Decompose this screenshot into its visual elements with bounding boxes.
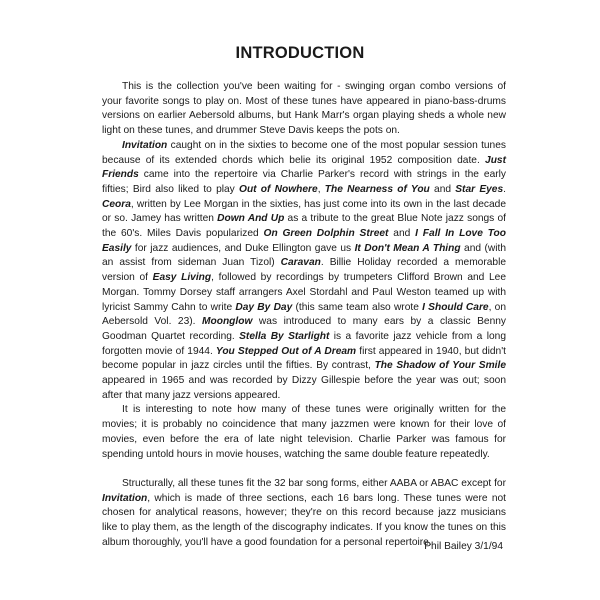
text-run: (this same team also wrote — [292, 301, 423, 313]
text-run: It is interesting to note how many of these tunes were originally written for the movies; it is probably no coincidence that many jazzmen were known for their love of movies, even before the era of late night television. Charlie Parker was famous for spending untold hours in movie houses, watching the same double feature repeatedly. — [102, 404, 506, 460]
text-run: appeared in 1965 and was recorded by Dizzy Gillespie before the year was out; soon after that many jazz versions appeared. — [102, 375, 506, 401]
text-run: for jazz audiences, and Duke Ellington gave us — [131, 242, 355, 254]
text-run: caught on in the sixties to become one of the most popular session tunes because of its extended chords which belie its original 1952 composition date. — [102, 139, 506, 166]
song-title: Moonglow — [202, 316, 253, 328]
paragraph-structure — [102, 477, 506, 551]
song-title: Invitation — [122, 139, 168, 151]
song-title: The Nearness of You — [324, 183, 430, 195]
text-run: , written by Lee Morgan in the sixties, has just come into its own in the last decade or so. Jamey has written — [102, 198, 506, 225]
song-title: Out of Nowhere — [239, 183, 318, 195]
text-run: . — [503, 183, 506, 195]
text-run: . Billie Holiday recorded a memorable version of — [102, 257, 506, 284]
text-run: came into the repertoire via Charlie Parker's record with strings in the early fifties; Bird also liked to play — [102, 169, 506, 195]
text-run: , on Aebersold Vol. 23). — [102, 301, 506, 328]
text-run: as a tribute to the great Blue Note jazz songs of the 60's. Miles Davis popularized — [102, 213, 506, 240]
text-run: , followed by recordings by trumpeters Clifford Brown and Lee Morgan. Tommy Dorsey staff arrangers Axel Stordahl and Paul Weston teamed up with lyricist Sammy Cahn to write — [102, 272, 506, 313]
song-title: On Green Dolphin Street — [263, 228, 389, 240]
paragraph-movies — [102, 403, 506, 462]
song-title: The Shadow of Your Smile — [374, 360, 506, 372]
song-title: Ceora — [102, 198, 131, 210]
text-run: , which is made of three sections, each 16 bars long. These tunes were not chosen for analytical reasons, however; they're on this record because jazz musicians like to play them, as the length of the discography indicates. If you know the tunes on this album thoroughly, you'll have a good foundation for a personal repertoire. — [102, 492, 506, 548]
text-run: Structurally, all these tunes fit the 32 bar song forms, either AABA or ABAC except for — [122, 477, 506, 489]
song-title: Just Friends — [102, 154, 506, 181]
text-run: This is the collection you've been waiting for - swinging organ combo versions of your favorite songs to play on. Most of these tunes have appeared in piano-bass-drums versions on earlier Aebersold albums, but Hank Marr's organ playing sheds a whole new light on these tunes, and drummer Steve Davis keeps the pots on. — [102, 81, 506, 137]
text-run: , — [317, 183, 325, 195]
text-run: and — [429, 183, 456, 195]
song-title: It Don't Mean A Thing — [354, 242, 461, 254]
text-run: is a favorite jazz vehicle from a long forgotten movie of 1944. — [102, 330, 506, 357]
text-run: was introduced to many ears by a classic Benny Goodman Quartet recording. — [102, 316, 506, 342]
song-title: Easy Living — [152, 272, 212, 284]
body-text — [102, 80, 506, 550]
text-run: and — [388, 228, 416, 240]
song-title: Star Eyes — [455, 183, 504, 195]
signature: Phil Bailey 3/1/94 — [424, 541, 503, 552]
song-title: Caravan — [280, 257, 321, 269]
text-run: first appeared in 1940, but didn't become popular in jazz circles until the fifties. By contrast, — [102, 345, 506, 372]
song-title: You Stepped Out of A Dream — [215, 345, 357, 357]
song-title: Stella By Starlight — [239, 330, 330, 342]
song-title: I Should Care — [422, 301, 489, 313]
song-title: I Fall In Love Too Easily — [102, 228, 507, 254]
paragraph-intro — [102, 80, 506, 139]
page-title: INTRODUCTION — [235, 44, 365, 62]
song-title: Down And Up — [217, 213, 285, 225]
text-run: and (with an assist from sideman Juan Tizol) — [102, 242, 507, 269]
song-title: Day By Day — [235, 301, 293, 313]
paragraph-tunes — [102, 139, 506, 404]
song-title: Invitation — [102, 492, 148, 504]
